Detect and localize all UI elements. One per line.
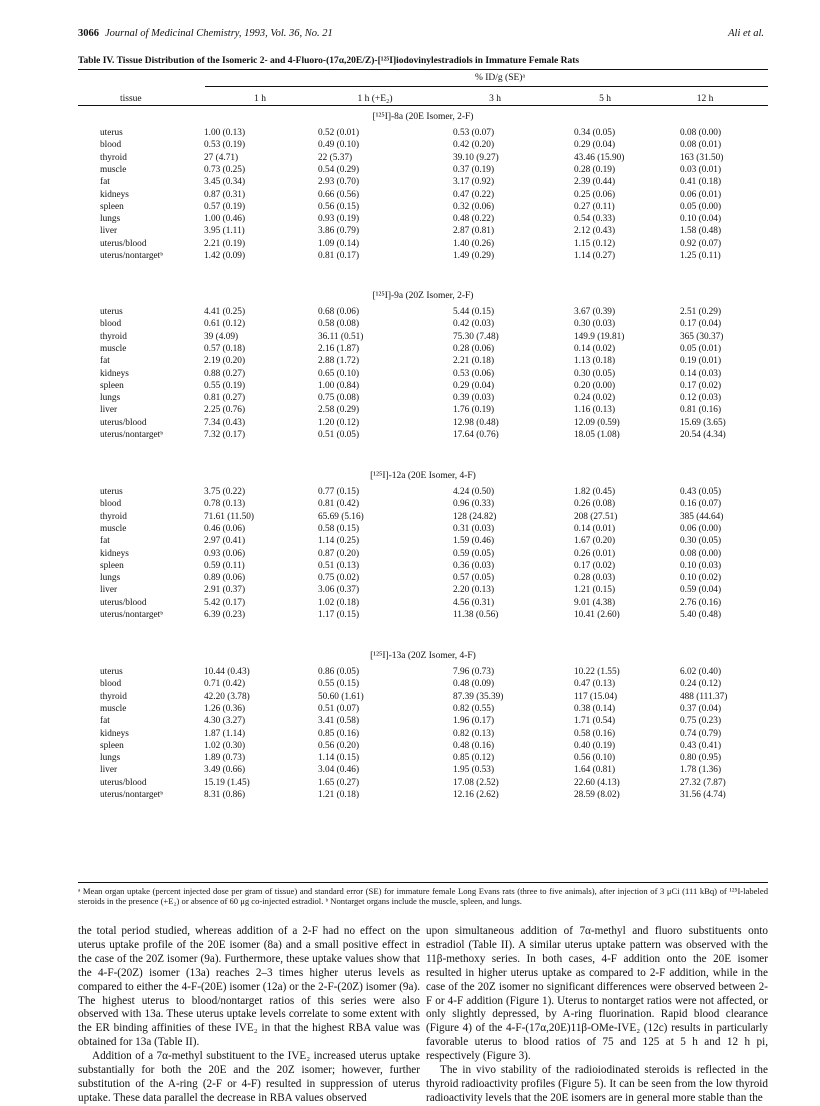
value-cell: 1.87 (1.14) (204, 728, 246, 739)
tissue-cell: muscle (100, 523, 127, 534)
value-cell: 0.88 (0.27) (204, 368, 246, 379)
value-cell: 12.98 (0.48) (453, 417, 499, 428)
value-cell: 0.58 (0.16) (574, 728, 616, 739)
value-cell: 0.75 (0.08) (318, 393, 360, 404)
tissue-cell: spleen (100, 560, 124, 571)
value-cell: 6.02 (0.40) (680, 667, 722, 677)
tissue-cell: kidneys (100, 728, 129, 739)
value-cell: 0.51 (0.13) (318, 560, 360, 571)
value-cell: 2.58 (0.29) (318, 405, 360, 416)
value-cell: 7.96 (0.73) (453, 667, 495, 677)
value-cell: 1.14 (0.15) (318, 753, 360, 764)
value-cell: 50.60 (1.61) (318, 691, 364, 702)
tissue-cell: kidneys (100, 368, 129, 379)
tissue-cell: uterus (100, 307, 123, 317)
tissue-cell: blood (100, 499, 122, 510)
value-cell: 3.49 (0.66) (204, 765, 246, 776)
value-cell: 2.87 (0.81) (453, 226, 495, 237)
unit-header: % ID/g (SE)ᵃ (474, 73, 526, 83)
tissue-cell: fat (100, 536, 110, 547)
value-cell: 0.55 (0.19) (204, 380, 246, 391)
value-cell: 17.64 (0.76) (453, 430, 499, 440)
table-caption: Table IV. Tissue Distribution of the Isomeric 2- and 4-Fluoro-(17α,20E/Z)-[¹²⁵I]iodovinylestradiols in Immature Female Rats (78, 56, 580, 66)
value-cell: 2.76 (0.16) (680, 597, 722, 608)
value-cell: 0.38 (0.14) (574, 703, 616, 714)
value-cell: 3.45 (0.34) (204, 177, 246, 188)
value-cell: 2.25 (0.76) (204, 405, 246, 416)
value-cell: 0.55 (0.15) (318, 679, 360, 690)
value-cell: 0.54 (0.29) (318, 164, 360, 175)
value-cell: 0.65 (0.10) (318, 368, 360, 379)
running-head (78, 27, 764, 41)
value-cell: 2.21 (0.18) (453, 356, 495, 367)
value-cell: 0.56 (0.15) (318, 201, 360, 212)
tissue-cell: spleen (100, 201, 124, 212)
value-cell: 1.59 (0.46) (453, 536, 495, 547)
value-cell: 0.17 (0.02) (574, 560, 616, 571)
paragraph: The in vivo stability of the radioiodinated steroids is reflected in the thyroid radioactivity profiles (Figure 5). It can be seen from the low thyroid radioactivity levels that the 20E isomers are in general more stable than the (426, 1064, 768, 1104)
value-cell: 0.53 (0.06) (453, 368, 495, 379)
value-cell: 0.47 (0.13) (574, 679, 616, 690)
table-footnote: ᵃ Mean organ uptake (percent injected dose per gram of tissue) and standard error (SE) for immature female Long Evans rats (three to five animals), after injection of 3 μCi (111 kBq) of ¹²⁵I-labeled steroids in the presence (+E₂) or absence of 60 μg co-injected estradiol. ᵇ Nontarget organs include the muscle, spleen, and lungs. (78, 886, 768, 907)
value-cell: 0.14 (0.02) (574, 343, 616, 354)
value-cell: 3.95 (1.11) (204, 226, 245, 237)
value-cell: 0.73 (0.25) (204, 164, 246, 175)
unit-header-rule (205, 86, 768, 87)
value-cell: 1.13 (0.18) (574, 356, 616, 367)
value-cell: 1.64 (0.81) (574, 765, 616, 776)
tissue-cell: lungs (100, 214, 121, 225)
value-cell: 0.20 (0.00) (574, 380, 616, 391)
table-bottom-rule (78, 882, 768, 883)
tissue-cell: liver (100, 405, 118, 416)
value-cell: 0.31 (0.03) (453, 523, 495, 534)
value-cell: 2.91 (0.37) (204, 585, 246, 596)
value-cell: 0.81 (0.17) (318, 251, 360, 261)
paragraph: upon simultaneous addition of 7α-methyl and fluoro substituents onto estradiol (Table II). A similar uterus uptake pattern was observed with the 11β-methoxy series. In both cases, 4-F addition onto the 20E isomer resulted in higher uterus uptake as compared to 2-F addition, while in the case of the 20Z isomer no significant differences were observed between 2-F or 4-F addition (Figure 1). Uterus to nontarget ratios were not affected, or only slightly depressed, by A-ring fluorination. Rapid blood clearance (Figure 4) of the 4-F-(17α,20E)11β-OMe-IVE₂ (12c) results in particularly favorable uterus to blood ratios of 75 and 125 at 5 h and 12 h pi, respectively (Figure 3). (426, 925, 768, 1063)
tissue-cell: uterus/nontargetᵇ (100, 430, 164, 440)
value-cell: 1.00 (0.84) (318, 380, 360, 391)
value-cell: 0.82 (0.55) (453, 703, 495, 714)
value-cell: 15.69 (3.65) (680, 417, 726, 428)
value-cell: 0.41 (0.18) (680, 177, 722, 188)
tissue-cell: uterus (100, 128, 123, 138)
value-cell: 0.52 (0.01) (318, 128, 360, 138)
column-header-1h-e2: 1 h (+E₂) (357, 94, 393, 104)
value-cell: 0.89 (0.06) (204, 573, 246, 584)
value-cell: 4.56 (0.31) (453, 597, 495, 608)
value-cell: 17.08 (2.52) (453, 777, 499, 788)
value-cell: 2.88 (1.72) (318, 356, 360, 367)
value-cell: 1.42 (0.09) (204, 251, 246, 261)
value-cell: 2.20 (0.13) (453, 585, 495, 596)
value-cell: 0.17 (0.02) (680, 380, 722, 391)
value-cell: 0.66 (0.56) (318, 189, 360, 200)
value-cell: 0.26 (0.08) (574, 499, 616, 510)
tissue-cell: blood (100, 140, 122, 151)
value-cell: 0.48 (0.16) (453, 740, 495, 751)
tissue-cell: muscle (100, 343, 127, 354)
value-cell: 0.85 (0.12) (453, 753, 495, 764)
tissue-cell: uterus/blood (100, 597, 147, 608)
tissue-cell: thyroid (100, 152, 127, 163)
value-cell: 0.28 (0.03) (574, 573, 616, 584)
value-cell: 5.40 (0.48) (680, 610, 722, 620)
value-cell: 18.05 (1.08) (574, 430, 620, 440)
value-cell: 0.24 (0.12) (680, 679, 722, 690)
tissue-cell: uterus/nontargetᵇ (100, 790, 164, 800)
value-cell: 12.09 (0.59) (574, 417, 620, 428)
value-cell: 0.12 (0.03) (680, 393, 722, 404)
value-cell: 0.30 (0.03) (574, 319, 616, 330)
tissue-cell: lungs (100, 393, 121, 404)
value-cell: 0.34 (0.05) (574, 128, 616, 138)
tissue-cell: lungs (100, 573, 121, 584)
value-cell: 0.28 (0.06) (453, 343, 495, 354)
value-cell: 1.02 (0.18) (318, 597, 360, 608)
value-cell: 1.49 (0.29) (453, 251, 495, 261)
value-cell: 2.39 (0.44) (574, 177, 616, 188)
value-cell: 0.58 (0.15) (318, 523, 360, 534)
value-cell: 20.54 (4.34) (680, 430, 726, 440)
column-header-1h: 1 h (254, 94, 266, 104)
value-cell: 117 (15.04) (574, 691, 618, 702)
value-cell: 2.19 (0.20) (204, 356, 246, 367)
value-cell: 8.31 (0.86) (204, 790, 246, 800)
value-cell: 1.14 (0.27) (574, 251, 616, 261)
value-cell: 0.40 (0.19) (574, 740, 616, 751)
value-cell: 0.59 (0.05) (453, 548, 495, 559)
value-cell: 0.92 (0.07) (680, 238, 722, 249)
tissue-cell: muscle (100, 703, 127, 714)
value-cell: 2.51 (0.29) (680, 307, 722, 317)
value-cell: 0.14 (0.03) (680, 368, 722, 379)
value-cell: 0.47 (0.22) (453, 189, 495, 200)
value-cell: 0.61 (0.12) (204, 319, 246, 330)
value-cell: 0.85 (0.16) (318, 728, 360, 739)
tissue-cell: uterus/blood (100, 238, 147, 249)
value-cell: 1.25 (0.11) (680, 251, 721, 261)
value-cell: 3.41 (0.58) (318, 716, 360, 727)
journal-citation: Journal of Medicinal Chemistry, 1993, Vol. 36, No. 21 (105, 28, 333, 39)
tissue-cell: liver (100, 226, 118, 237)
value-cell: 3.17 (0.92) (453, 177, 495, 188)
value-cell: 0.08 (0.00) (680, 128, 722, 138)
value-cell: 0.06 (0.01) (680, 189, 722, 200)
value-cell: 0.54 (0.33) (574, 214, 616, 225)
tissue-cell: blood (100, 679, 122, 690)
section-title: [¹²⁵I]-8a (20E Isomer, 2-F) (372, 112, 474, 122)
value-cell: 71.61 (11.50) (204, 511, 255, 522)
value-cell: 0.25 (0.06) (574, 189, 616, 200)
column-header-tissue: tissue (120, 94, 142, 104)
value-cell: 0.46 (0.06) (204, 523, 246, 534)
value-cell: 0.57 (0.05) (453, 573, 495, 584)
value-cell: 0.27 (0.11) (574, 201, 615, 212)
value-cell: 1.82 (0.45) (574, 487, 616, 497)
value-cell: 0.43 (0.05) (680, 487, 722, 497)
value-cell: 1.21 (0.15) (574, 585, 616, 596)
value-cell: 0.51 (0.05) (318, 430, 360, 440)
value-cell: 0.57 (0.19) (204, 201, 246, 212)
value-cell: 2.16 (1.87) (318, 343, 360, 354)
running-authors: Ali et al. (728, 28, 764, 39)
value-cell: 1.00 (0.46) (204, 214, 246, 225)
value-cell: 22 (5.37) (318, 152, 353, 163)
value-cell: 11.38 (0.56) (453, 610, 499, 620)
value-cell: 5.44 (0.15) (453, 307, 495, 317)
tissue-cell: blood (100, 319, 122, 330)
value-cell: 87.39 (35.39) (453, 691, 504, 702)
value-cell: 1.20 (0.12) (318, 417, 360, 428)
value-cell: 1.71 (0.54) (574, 716, 616, 727)
value-cell: 2.21 (0.19) (204, 238, 246, 249)
value-cell: 365 (30.37) (680, 331, 724, 342)
value-cell: 163 (31.50) (680, 152, 724, 163)
value-cell: 1.26 (0.36) (204, 703, 246, 714)
value-cell: 6.39 (0.23) (204, 610, 246, 620)
tissue-cell: thyroid (100, 691, 127, 702)
value-cell: 0.53 (0.19) (204, 140, 246, 151)
value-cell: 0.87 (0.20) (318, 548, 360, 559)
value-cell: 7.32 (0.17) (204, 430, 246, 440)
value-cell: 36.11 (0.51) (318, 331, 364, 342)
value-cell: 0.51 (0.07) (318, 703, 360, 714)
tissue-cell: uterus (100, 487, 123, 497)
value-cell: 0.37 (0.19) (453, 164, 495, 175)
value-cell: 0.82 (0.13) (453, 728, 495, 739)
value-cell: 0.32 (0.06) (453, 201, 495, 212)
tissue-cell: uterus/nontargetᵇ (100, 610, 164, 620)
value-cell: 1.09 (0.14) (318, 238, 360, 249)
value-cell: 0.81 (0.16) (680, 405, 722, 416)
value-cell: 128 (24.82) (453, 511, 497, 522)
value-cell: 0.42 (0.03) (453, 319, 495, 330)
value-cell: 0.26 (0.01) (574, 548, 616, 559)
value-cell: 10.44 (0.43) (204, 667, 250, 677)
tissue-cell: spleen (100, 740, 124, 751)
tissue-cell: kidneys (100, 548, 129, 559)
value-cell: 0.37 (0.04) (680, 703, 722, 714)
value-cell: 488 (111.37) (680, 691, 728, 702)
value-cell: 0.87 (0.31) (204, 189, 246, 200)
value-cell: 4.24 (0.50) (453, 487, 495, 497)
value-cell: 0.24 (0.02) (574, 393, 616, 404)
value-cell: 0.08 (0.01) (680, 140, 722, 151)
value-cell: 7.34 (0.43) (204, 417, 246, 428)
value-cell: 31.56 (4.74) (680, 790, 726, 800)
tissue-cell: liver (100, 585, 118, 596)
tissue-cell: uterus/nontargetᵇ (100, 251, 164, 261)
value-cell: 1.00 (0.13) (204, 128, 246, 138)
value-cell: 0.59 (0.04) (680, 585, 722, 596)
paragraph: the total period studied, whereas addition of a 2-F had no effect on the uterus uptake profile of the 20E isomer (8a) and a small positive effect in the case of the 20Z isomer (9a). Furthermore, these uptake values show that the 4-F-(20Z) isomer (13a) reaches 2–3 times higher uterus levels as compared to either the 4-F-(20E) isomer (12a) or the 2-F-(20Z) isomer (9a). The highest uterus to blood/nontarget ratios of this series were also observed with 13a. These uterus uptake levels correlate to some extent with the ER binding affinities of these IVE₂ in that the highest RBA value was obtained for 13a (Table II). (78, 925, 420, 1049)
value-cell: 0.56 (0.20) (318, 740, 360, 751)
table-top-rule (78, 69, 768, 70)
value-cell: 0.17 (0.04) (680, 319, 722, 330)
value-cell: 1.67 (0.20) (574, 536, 616, 547)
value-cell: 1.89 (0.73) (204, 753, 246, 764)
value-cell: 0.05 (0.00) (680, 201, 722, 212)
column-header-3h: 3 h (489, 94, 501, 104)
value-cell: 1.96 (0.17) (453, 716, 495, 727)
value-cell: 0.06 (0.00) (680, 523, 722, 534)
body-left-column (78, 925, 420, 1106)
value-cell: 1.58 (0.48) (680, 226, 722, 237)
value-cell: 0.86 (0.05) (318, 667, 360, 677)
value-cell: 0.81 (0.42) (318, 499, 360, 510)
value-cell: 65.69 (5.16) (318, 511, 364, 522)
value-cell: 0.93 (0.06) (204, 548, 246, 559)
value-cell: 0.71 (0.42) (204, 679, 246, 690)
value-cell: 0.36 (0.03) (453, 560, 495, 571)
value-cell: 2.12 (0.43) (574, 226, 616, 237)
value-cell: 208 (27.51) (574, 511, 618, 522)
value-cell: 0.39 (0.03) (453, 393, 495, 404)
value-cell: 9.01 (4.38) (574, 597, 616, 608)
value-cell: 1.65 (0.27) (318, 777, 360, 788)
value-cell: 0.48 (0.09) (453, 679, 495, 690)
tissue-cell: uterus/blood (100, 777, 147, 788)
value-cell: 5.42 (0.17) (204, 597, 246, 608)
value-cell: 0.77 (0.15) (318, 487, 360, 497)
value-cell: 1.95 (0.53) (453, 765, 495, 776)
section-title: [¹²⁵I]-9a (20Z Isomer, 2-F) (372, 291, 474, 301)
value-cell: 149.9 (19.81) (574, 331, 625, 342)
value-cell: 1.17 (0.15) (318, 610, 360, 620)
value-cell: 39 (4.09) (204, 331, 239, 342)
section-title: [¹²⁵I]-12a (20E Isomer, 4-F) (370, 471, 476, 481)
tissue-cell: spleen (100, 380, 124, 391)
value-cell: 1.14 (0.25) (318, 536, 360, 547)
section-title: [¹²⁵I]-13a (20Z Isomer, 4-F) (370, 651, 476, 661)
value-cell: 22.60 (4.13) (574, 777, 620, 788)
value-cell: 4.30 (3.27) (204, 716, 246, 727)
value-cell: 0.30 (0.05) (574, 368, 616, 379)
value-cell: 0.75 (0.02) (318, 573, 360, 584)
value-cell: 1.15 (0.12) (574, 238, 616, 249)
value-cell: 0.59 (0.11) (204, 560, 245, 571)
value-cell: 0.42 (0.20) (453, 140, 495, 151)
value-cell: 0.93 (0.19) (318, 214, 360, 225)
value-cell: 3.06 (0.37) (318, 585, 360, 596)
value-cell: 4.41 (0.25) (204, 307, 246, 317)
value-cell: 0.57 (0.18) (204, 343, 246, 354)
value-cell: 27.32 (7.87) (680, 777, 726, 788)
value-cell: 0.58 (0.08) (318, 319, 360, 330)
value-cell: 1.78 (1.36) (680, 765, 722, 776)
value-cell: 2.97 (0.41) (204, 536, 246, 547)
value-cell: 39.10 (9.27) (453, 152, 499, 163)
value-cell: 1.76 (0.19) (453, 405, 495, 416)
value-cell: 10.22 (1.55) (574, 667, 620, 677)
value-cell: 0.10 (0.04) (680, 214, 722, 225)
value-cell: 12.16 (2.62) (453, 790, 499, 800)
value-cell: 385 (44.64) (680, 511, 724, 522)
tissue-cell: uterus (100, 667, 123, 677)
value-cell: 0.53 (0.07) (453, 128, 495, 138)
value-cell: 0.28 (0.19) (574, 164, 616, 175)
column-header-5h: 5 h (599, 94, 611, 104)
value-cell: 0.96 (0.33) (453, 499, 495, 510)
value-cell: 0.10 (0.03) (680, 560, 722, 571)
value-cell: 28.59 (8.02) (574, 790, 620, 800)
value-cell: 0.05 (0.01) (680, 343, 722, 354)
value-cell: 15.19 (1.45) (204, 777, 250, 788)
tissue-cell: fat (100, 716, 110, 727)
tissue-cell: muscle (100, 164, 127, 175)
body-right-column (426, 925, 768, 1106)
value-cell: 3.75 (0.22) (204, 487, 246, 497)
value-cell: 1.02 (0.30) (204, 740, 246, 751)
value-cell: 0.75 (0.23) (680, 716, 722, 727)
tissue-cell: kidneys (100, 189, 129, 200)
value-cell: 2.93 (0.70) (318, 177, 360, 188)
value-cell: 1.40 (0.26) (453, 238, 495, 249)
value-cell: 0.29 (0.04) (453, 380, 495, 391)
value-cell: 10.41 (2.60) (574, 610, 620, 620)
page-number: 3066 (78, 28, 99, 39)
value-cell: 0.49 (0.10) (318, 140, 360, 151)
tissue-cell: uterus/blood (100, 417, 147, 428)
value-cell: 75.30 (7.48) (453, 331, 499, 342)
value-cell: 0.56 (0.10) (574, 753, 616, 764)
table-header-rule (78, 105, 768, 106)
value-cell: 0.74 (0.79) (680, 728, 722, 739)
value-cell: 0.14 (0.01) (574, 523, 616, 534)
tissue-cell: fat (100, 177, 110, 188)
tissue-cell: thyroid (100, 511, 127, 522)
value-cell: 42.20 (3.78) (204, 691, 250, 702)
value-cell: 0.78 (0.13) (204, 499, 246, 510)
value-cell: 0.19 (0.01) (680, 356, 722, 367)
paragraph: Addition of a 7α-methyl substituent to the IVE₂ increased uterus uptake substantially for both the 20E and the 20Z isomer; however, further substitution of the A-ring (2-F or 4-F) resulted in suppression of uterus uptake. These data parallel the decrease in RBA values observed (78, 1050, 420, 1104)
value-cell: 3.04 (0.46) (318, 765, 360, 776)
value-cell: 0.29 (0.04) (574, 140, 616, 151)
value-cell: 0.10 (0.02) (680, 573, 722, 584)
value-cell: 43.46 (15.90) (574, 152, 625, 163)
value-cell: 0.03 (0.01) (680, 164, 722, 175)
column-header-12h: 12 h (696, 94, 714, 104)
value-cell: 0.81 (0.27) (204, 393, 246, 404)
value-cell: 0.68 (0.06) (318, 307, 360, 317)
tissue-cell: fat (100, 356, 110, 367)
value-cell: 0.43 (0.41) (680, 740, 722, 751)
tissue-cell: liver (100, 765, 118, 776)
value-cell: 3.86 (0.79) (318, 226, 360, 237)
value-cell: 3.67 (0.39) (574, 307, 616, 317)
tissue-cell: thyroid (100, 331, 127, 342)
tissue-cell: lungs (100, 753, 121, 764)
value-cell: 0.16 (0.07) (680, 499, 722, 510)
value-cell: 0.30 (0.05) (680, 536, 722, 547)
value-cell: 0.48 (0.22) (453, 214, 495, 225)
value-cell: 0.08 (0.00) (680, 548, 722, 559)
value-cell: 1.21 (0.18) (318, 790, 360, 800)
value-cell: 1.16 (0.13) (574, 405, 616, 416)
value-cell: 27 (4.71) (204, 152, 239, 163)
value-cell: 0.80 (0.95) (680, 753, 722, 764)
